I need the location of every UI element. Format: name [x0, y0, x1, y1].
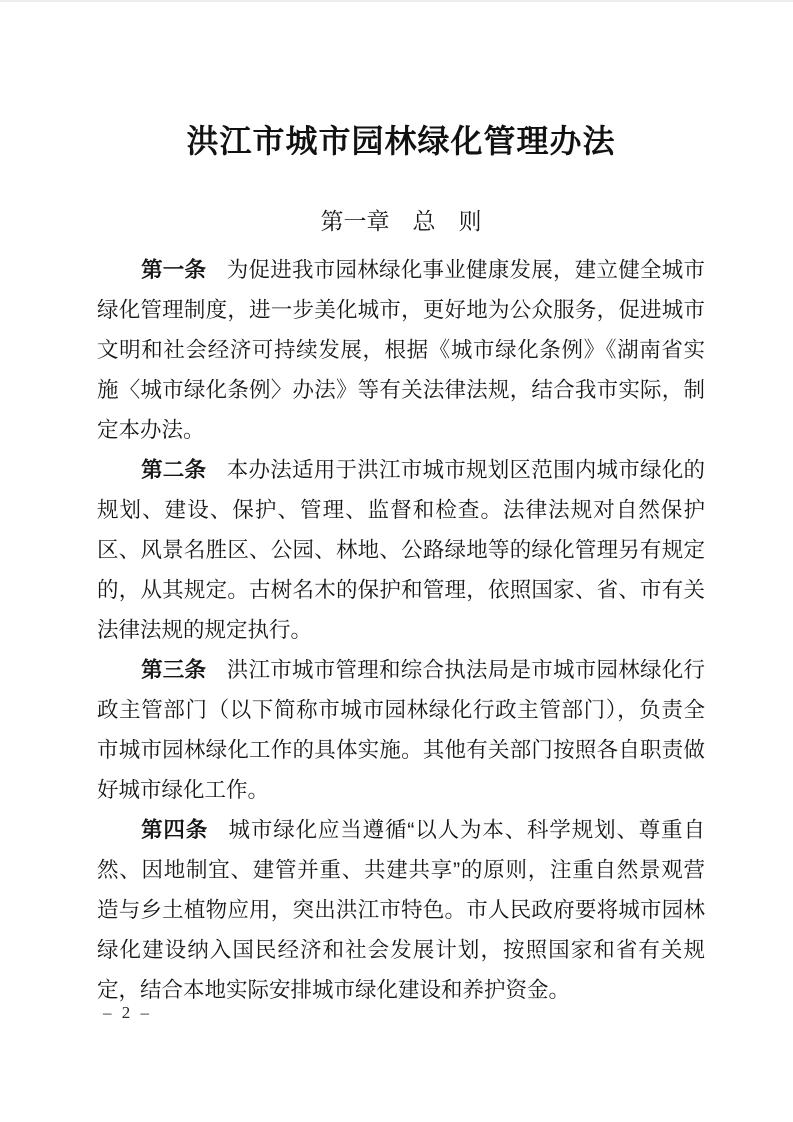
article-3-text: 洪江市城市管理和综合执法局是市城市园林绿化行政主管部门（以下简称市城市园林绿化行政主管部门），负责全市城市园林绿化工作的具体实施。其他有关部门按照各自职责做好城市绿化工作。: [97, 658, 705, 802]
article-4-text: 城市绿化应当遵循“以人为本、科学规划、尊重自然、因地制宜、建管并重、共建共享”的原则，注重自然景观营造与乡土植物应用，突出洪江市特色。市人民政府要将城市园林绿化建设纳入国民经济和社会发展计划，按照国家和省有关规定，结合本地实际安排城市绿化建设和养护资金。: [97, 818, 705, 1002]
article-2-label: 第二条: [141, 458, 207, 482]
article-4-label: 第四条: [141, 818, 209, 842]
article-paragraph-3: [97, 650, 705, 810]
article-2-text: 本办法适用于洪江市城市规划区范围内城市绿化的规划、建设、保护、管理、监督和检查。法律法规对自然保护区、风景名胜区、公园、林地、公路绿地等的绿化管理另有规定的，从其规定。古树名木的保护和管理，依照国家、省、市有关法律法规的规定执行。: [97, 458, 705, 642]
article-paragraph-1: [97, 250, 705, 450]
article-3-label: 第三条: [141, 658, 207, 682]
article-1-label: 第一条: [141, 258, 207, 282]
article-paragraph-2: [97, 450, 705, 650]
article-1-text: 为促进我市园林绿化事业健康发展，建立健全城市绿化管理制度，进一步美化城市，更好地为公众服务，促进城市文明和社会经济可持续发展，根据《城市绿化条例》《湖南省实施〈城市绿化条例〉办法》等有关法律法规，结合我市实际，制定本办法。: [97, 258, 705, 442]
article-paragraph-4: [97, 810, 705, 1010]
chapter-heading: 第一章 总 则: [320, 208, 482, 234]
document-title: 洪江市城市园林绿化管理办法: [186, 123, 616, 159]
page-number: – 2 –: [103, 1003, 152, 1022]
